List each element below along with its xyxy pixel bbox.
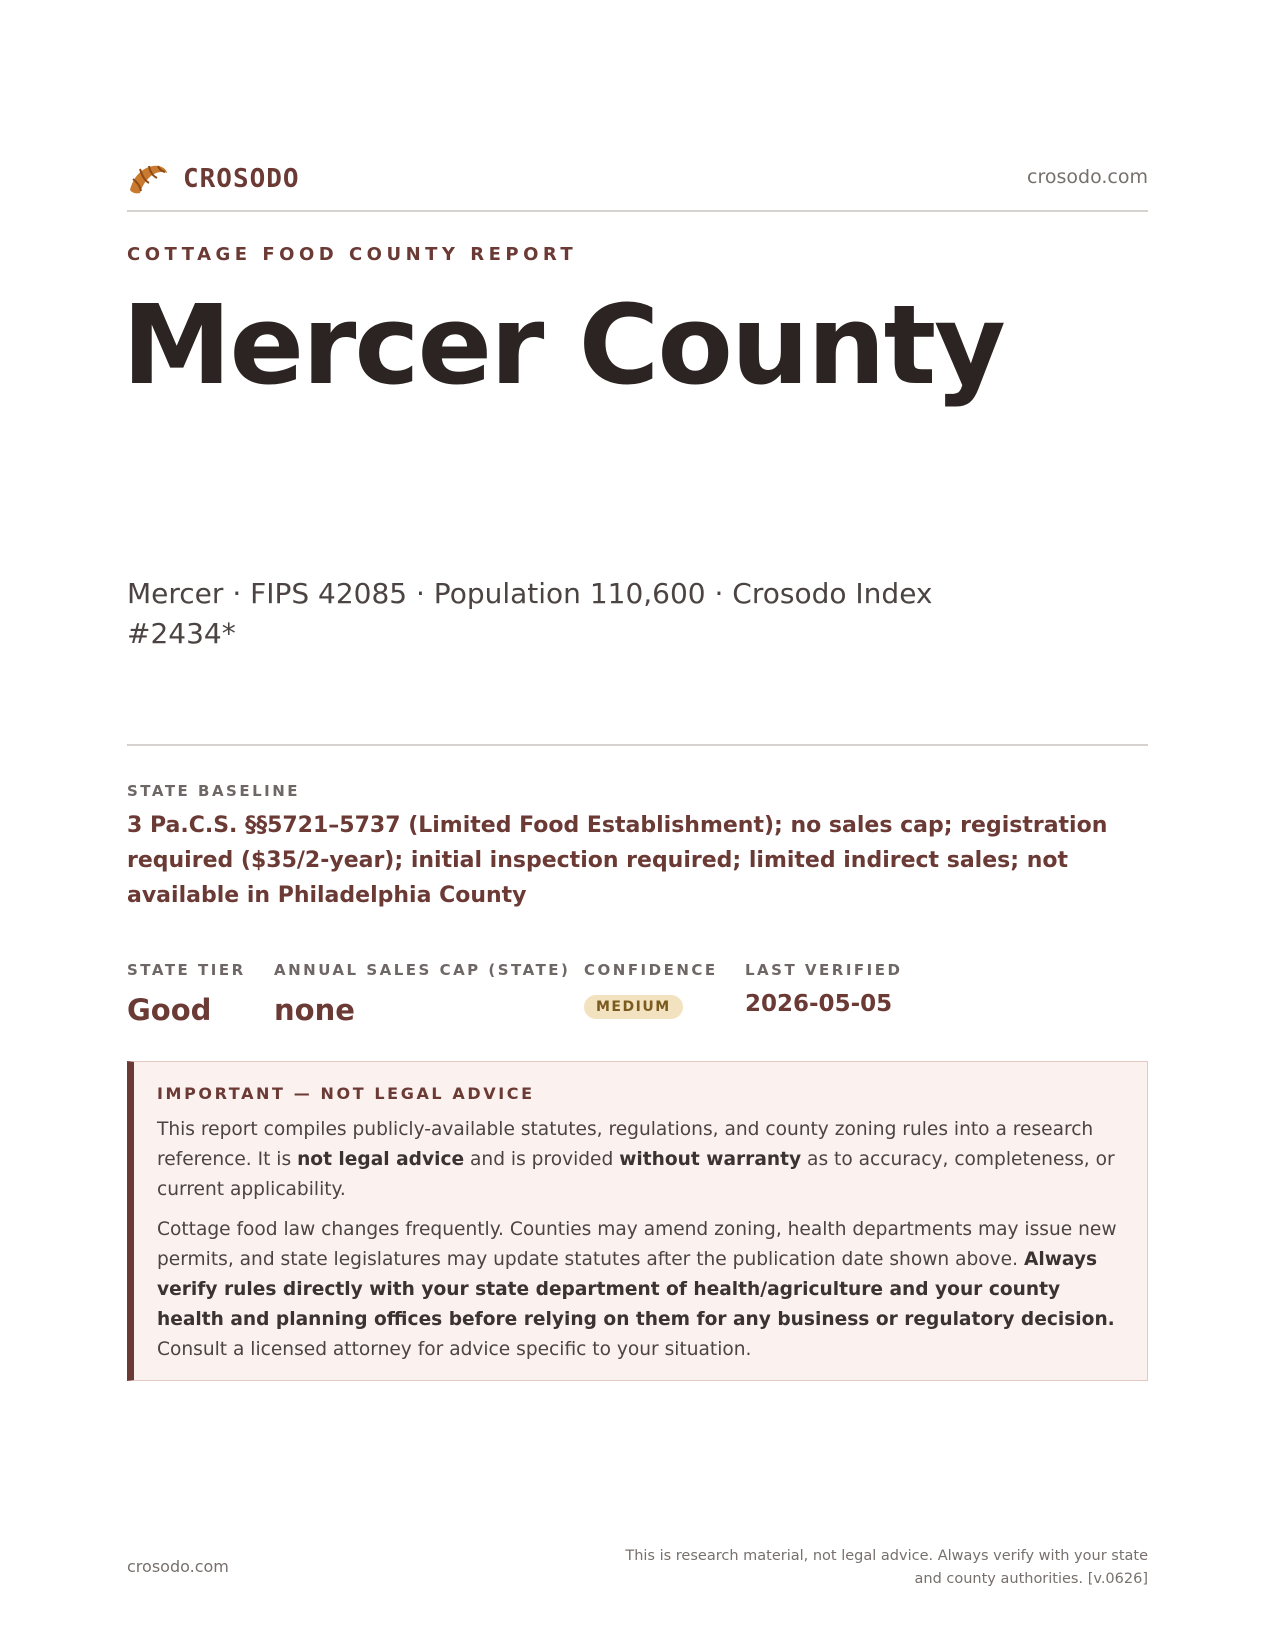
footer-disclaimer bbox=[588, 1545, 1148, 1591]
croissant-icon bbox=[127, 160, 169, 198]
legal-notice bbox=[127, 1061, 1148, 1381]
site-url-link[interactable]: crosodo.com bbox=[1027, 166, 1148, 188]
footer-disclaimer-line: This is research material, not legal advice. Always verify with your state bbox=[625, 1548, 1148, 1564]
footer-disclaimer-line: and county authorities. [v.0626] bbox=[914, 1571, 1148, 1587]
county-subtitle: Mercer · FIPS 42085 · Population 110,600 · Crosodo Index #2434* bbox=[127, 577, 933, 650]
notice-emphasis: without warranty bbox=[619, 1149, 802, 1170]
confidence-badge: MEDIUM bbox=[584, 995, 683, 1019]
notice-emphasis: not legal advice bbox=[297, 1149, 465, 1170]
stat-label: ANNUAL SALES CAP (STATE) bbox=[274, 961, 571, 979]
stat-value: Good bbox=[127, 993, 212, 1027]
stat-state-tier bbox=[127, 961, 246, 1027]
brand-name: CROSODO bbox=[183, 164, 300, 194]
baseline-text: 3 Pa.C.S. §§5721–5737 (Limited Food Establishment); no sales cap; registration required ($35/2-year); initial inspection required; limited indirect sales; not available in Philadelphia County bbox=[127, 813, 1108, 908]
brand[interactable] bbox=[127, 160, 300, 198]
baseline-label: STATE BASELINE bbox=[127, 782, 301, 800]
notice-paragraph bbox=[157, 1115, 1123, 1205]
stat-label: LAST VERIFIED bbox=[745, 961, 903, 979]
page-title: Mercer County bbox=[122, 281, 1004, 409]
stat-value: none bbox=[274, 993, 355, 1027]
notice-text: Consult a licensed attorney for advice specific to your situation. bbox=[157, 1339, 752, 1360]
report-eyebrow: COTTAGE FOOD COUNTY REPORT bbox=[127, 244, 578, 265]
footer-site-link[interactable]: crosodo.com bbox=[127, 1557, 229, 1576]
notice-paragraph bbox=[157, 1215, 1123, 1365]
notice-text: as to accuracy, completeness, or current applicability. bbox=[157, 1149, 1115, 1200]
stat-confidence bbox=[584, 961, 718, 1019]
stat-last-verified bbox=[745, 961, 902, 1017]
stat-label: CONFIDENCE bbox=[584, 961, 718, 979]
section-divider bbox=[127, 744, 1148, 746]
notice-emphasis: Always verify rules directly with your state department of health/agriculture and your county health and planning offices before relying on them for any business or regulatory decision. bbox=[157, 1249, 1115, 1330]
notice-title: IMPORTANT — NOT LEGAL ADVICE bbox=[157, 1084, 535, 1103]
page-header bbox=[127, 158, 1148, 212]
stat-label: STATE TIER bbox=[127, 961, 246, 979]
notice-text: This report compiles publicly-available statutes, regulations, and county zoning rules into a research reference. It is bbox=[157, 1119, 1094, 1170]
stat-sales-cap bbox=[274, 961, 570, 1027]
notice-text: Cottage food law changes frequently. Counties may amend zoning, health departments may issue new permits, and state legislatures may update statutes after the publication date shown above. bbox=[157, 1219, 1117, 1270]
stat-value: 2026-05-05 bbox=[745, 991, 893, 1017]
notice-text: and is provided bbox=[464, 1149, 620, 1170]
